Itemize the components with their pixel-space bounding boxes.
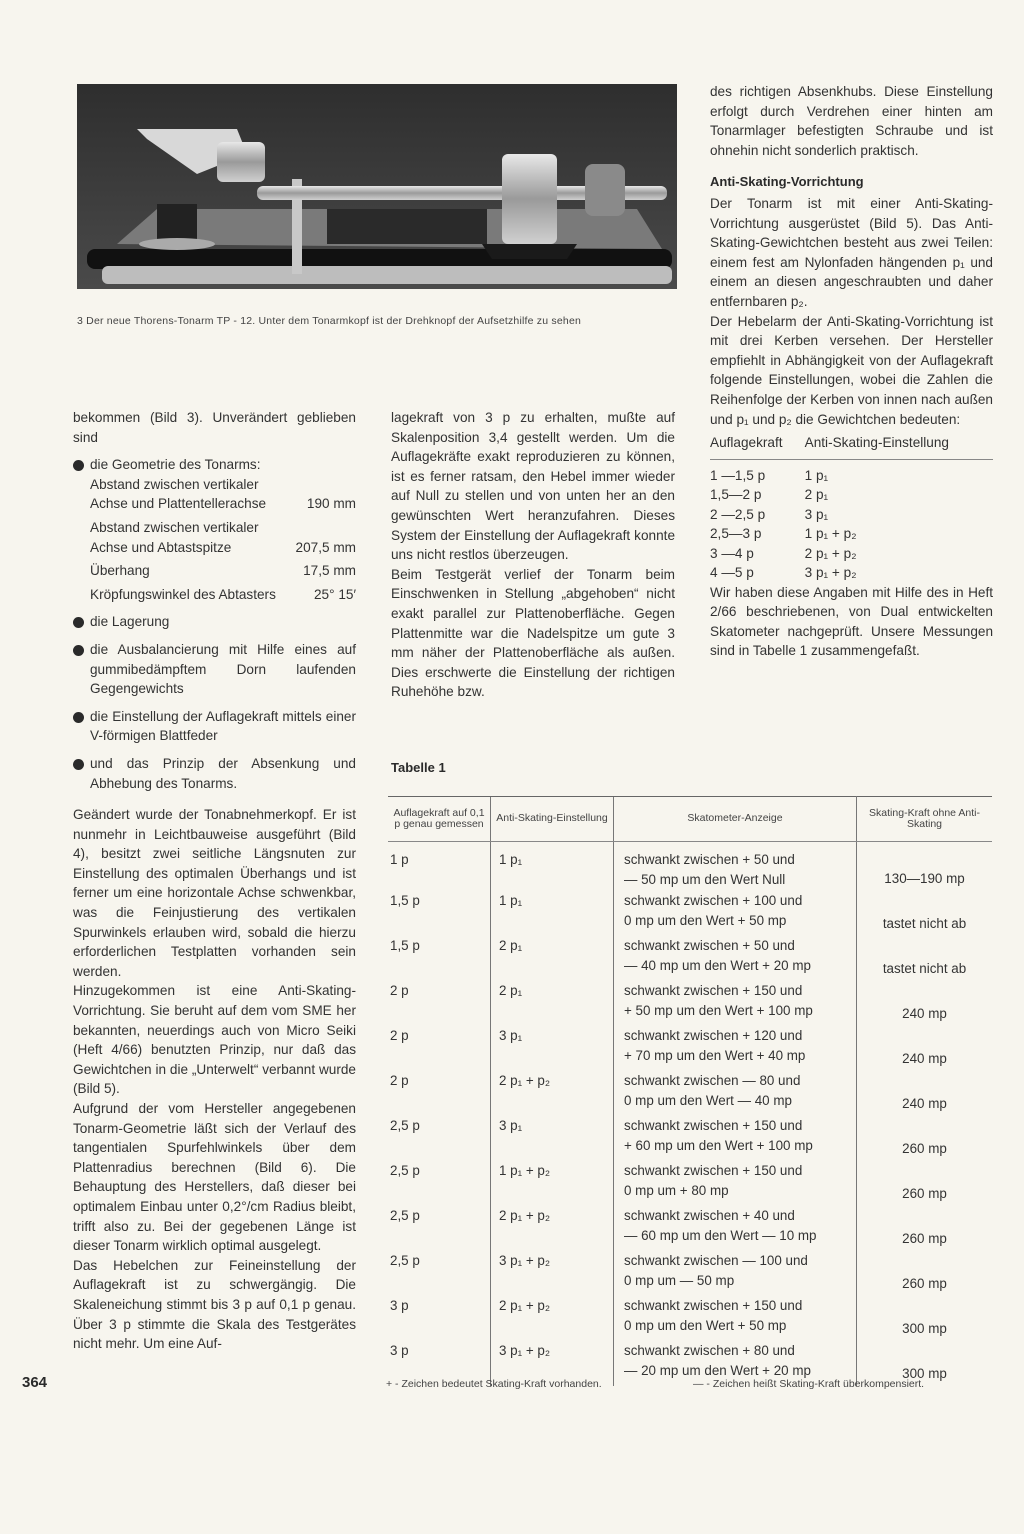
- cell-setting: 3 p₁: [491, 1026, 614, 1071]
- cell-reading: [614, 1026, 857, 1071]
- reading-line: 0 mp um den Wert + 50 mp: [624, 1317, 787, 1333]
- reading-line: + 50 mp um den Wert + 100 mp: [624, 1002, 813, 1018]
- spec-row: [73, 585, 356, 605]
- bullet-item: [73, 612, 356, 632]
- rec-header: Auflagekraft: [710, 431, 805, 459]
- reading-line: — 40 mp um den Wert + 20 mp: [624, 957, 811, 973]
- recommendation-table: [710, 431, 993, 583]
- rec-setting: 2 p₁: [804, 487, 829, 503]
- cell-reading: [614, 1116, 857, 1161]
- intro-text: bekommen (Bild 3). Unverändert geblieben sind: [73, 410, 356, 445]
- spec-value: 25° 15′: [313, 586, 356, 602]
- rec-row: [710, 563, 993, 583]
- cell-force: 1 p: [390, 852, 409, 867]
- cell-skating: 240 mp: [902, 1006, 947, 1022]
- bullet-geometry: [73, 455, 356, 475]
- cell-setting: 3 p₁ + p₂: [491, 1341, 614, 1386]
- rec-force: 3 —4 p: [710, 545, 754, 561]
- cell-force: 2,5 p: [390, 1208, 420, 1223]
- table-row: [388, 936, 992, 981]
- spec-value: 190 mm: [306, 496, 356, 512]
- bullet-icon: [73, 759, 84, 770]
- rec-row: [710, 505, 993, 525]
- cell-skating: 300 mp: [902, 1366, 947, 1382]
- cell-force: 2 p: [390, 1028, 409, 1043]
- bullet-text: die Einstellung der Auflagekraft mittels einer V-förmigen Blattfeder: [90, 708, 356, 744]
- cell-setting: 3 p₁: [491, 1116, 614, 1161]
- paragraph: Aufgrund der vom Hersteller angegebenen Tonarm-Geometrie läßt sich der Verlauf des tangentialen Spurfehlwinkels über dem Plattenradius berechnen (Bild 6). Die Behauptung des Herstellers, daß dieser bei optimalem Einbau unter 0,2°/cm Radius bleibt, trifft also zu. Bei der gegebenen Länge ist dieser Tonarm wirklich optimal ausgelegt.: [73, 1101, 356, 1254]
- cell-setting: 2 p₁: [491, 981, 614, 1026]
- reading-line: + 60 mp um den Wert + 100 mp: [624, 1137, 813, 1153]
- reading-line: schwankt zwischen + 50 und: [624, 938, 795, 953]
- reading-line: 0 mp um + 80 mp: [624, 1182, 729, 1198]
- reading-line: — 60 mp um den Wert — 10 mp: [624, 1227, 817, 1243]
- left-column: [73, 408, 356, 1354]
- cell-setting: 1 p₁ + p₂: [491, 1161, 614, 1206]
- cell-skating: tastet nicht ab: [882, 961, 967, 977]
- bullet-icon: [73, 645, 84, 656]
- tonearm-photo: [77, 84, 677, 289]
- reading-line: schwankt zwischen + 50 und: [624, 852, 795, 867]
- spec-label: Achse und Abtastspitze: [90, 539, 232, 555]
- table-row: [388, 1026, 992, 1071]
- bullet-icon: [73, 617, 84, 628]
- reading-line: — 50 mp um den Wert Null: [624, 871, 786, 887]
- table-title: Tabelle 1: [391, 760, 446, 775]
- cell-setting: 1 p₁: [491, 842, 614, 892]
- reading-line: schwankt zwischen + 120 und: [624, 1028, 803, 1043]
- cell-force: 2,5 p: [390, 1253, 420, 1268]
- paragraph: Das Hebelchen zur Feineinstellung der Auflagekraft ist zu schwergängig. Die Skaleneichung stimmt bis 3 p auf 0,1 p genau. Über 3 p stimmte die Skala des Testgerätes nicht mehr. Um eine Auf-: [73, 1257, 356, 1352]
- spec-label: Achse und Plattentellerachse: [90, 496, 267, 512]
- cell-force: 3 p: [390, 1298, 409, 1313]
- cell-setting: 1 p₁: [491, 891, 614, 936]
- spec-label: Kröpfungswinkel des Abtasters: [90, 586, 276, 602]
- table-row: [388, 891, 992, 936]
- column-header: Skating-Kraft ohne Anti-Skating: [857, 797, 993, 842]
- paragraph: Beim Testgerät verlief der Tonarm beim Einschwenken in Stellung „abgehoben“ nicht exakt parallel zur Plattenoberfläche. Gegen Plattenmitte war die Nadelspitze um gute 3 mm näher der Plattenoberfläche als außen. Dies erschwerte die Einstellung der richtigen Ruhehöhe bzw.: [391, 566, 675, 700]
- table-row: [388, 1296, 992, 1341]
- bullet-item: [73, 754, 356, 793]
- cell-reading: [614, 1251, 857, 1296]
- cell-force: 1,5 p: [390, 938, 420, 953]
- table-row: [388, 1161, 992, 1206]
- cell-reading: [614, 1296, 857, 1341]
- column-header: Auflagekraft auf 0,1 p genau gemessen: [388, 797, 491, 842]
- paragraph: des richtigen Absenkhubs. Diese Einstellung erfolgt durch Verdrehen einer hinten am Tonarmlager befestigten Schraube und ist ohnehin nicht sonderlich praktisch.: [710, 84, 993, 158]
- rec-setting: 1 p₁: [804, 467, 829, 483]
- right-column: [710, 82, 993, 661]
- cell-skating: 260 mp: [902, 1141, 947, 1157]
- cell-setting: 2 p₁: [491, 936, 614, 981]
- rec-setting: 2 p₁ + p₂: [804, 545, 857, 561]
- cell-reading: [614, 981, 857, 1026]
- figure-caption: 3 Der neue Thorens-Tonarm TP - 12. Unter dem Tonarmkopf ist der Drehknopf der Aufsetzhilfe zu sehen: [77, 315, 582, 327]
- spec-line1: Abstand zwischen vertikaler: [90, 519, 259, 535]
- middle-column: [391, 408, 675, 702]
- spec-row: [73, 494, 356, 514]
- cell-skating: 300 mp: [902, 1321, 947, 1337]
- rec-header: Anti-Skating-Einstellung: [805, 431, 993, 459]
- paragraph: Der Hebelarm der Anti-Skating-Vorrichtung ist mit drei Kerben versehen. Der Hersteller empfiehlt in Abhängigkeit von der Auflagekraft folgende Einstellungen, wobei die Zahlen die Reihenfolge der Kerben von innen nach außen und p₁ und p₂ die Gewichtchen bedeuten:: [710, 313, 993, 427]
- cell-skating: 240 mp: [902, 1051, 947, 1067]
- cell-reading: [614, 1161, 857, 1206]
- page-number: 364: [22, 1374, 48, 1391]
- reading-line: + 70 mp um den Wert + 40 mp: [624, 1047, 806, 1063]
- section-heading: Anti-Skating-Vorrichtung: [710, 174, 864, 190]
- rec-setting: 1 p₁ + p₂: [804, 526, 857, 542]
- cell-skating: 260 mp: [902, 1231, 947, 1247]
- rec-setting: 3 p₁: [804, 506, 829, 522]
- reading-line: schwankt zwischen + 40 und: [624, 1208, 795, 1223]
- paragraph: lagekraft von 3 p zu erhalten, mußte auf Skalenposition 3,4 gestellt werden. Um die Auflagekräfte exakt reproduzieren zu können, ist es ferner ratsam, den Hebel immer wieder auf Null zu stellen und von unten her an den gewünschten Wert heranzufahren. Dieses System der Einstellung der Auflagekraft konnte uns nicht restlos überzeugen.: [391, 410, 675, 563]
- cell-reading: [614, 936, 857, 981]
- cell-reading: [614, 891, 857, 936]
- cell-setting: 2 p₁ + p₂: [491, 1206, 614, 1251]
- tonearm-illustration: [77, 84, 677, 289]
- cell-skating: tastet nicht ab: [882, 916, 967, 932]
- bullet-icon: [73, 460, 84, 471]
- reading-line: 0 mp um den Wert + 50 mp: [624, 912, 787, 928]
- cell-setting: 2 p₁ + p₂: [491, 1296, 614, 1341]
- cell-skating: 260 mp: [902, 1276, 947, 1292]
- rec-force: 4 —5 p: [710, 565, 754, 581]
- bullet-item: [73, 640, 356, 699]
- cell-force: 2,5 p: [390, 1163, 420, 1178]
- bullet-icon: [73, 712, 84, 723]
- cell-force: 2,5 p: [390, 1118, 420, 1133]
- paragraph: Geändert wurde der Tonabnehmerkopf. Er ist nunmehr in Leichtbauweise ausgeführt (Bild 4), besitzt zwei seitliche Längsnuten zur Einstellung des optimalen Überhangs und ist ferner um eine horizontale Achse schwenkbar, was die Feinjustierung des vertikalen Spurwinkels erlauben wird, sobald die hierzu erforderlichen Testplatten vorhanden sein werden.: [73, 807, 356, 979]
- paragraph: Wir haben diese Angaben mit Hilfe des in Heft 2/66 beschriebenen, von Dual entwickelten Skatometer nachgeprüft. Unsere Messungen sind in Tabelle 1 zusammengefaßt.: [710, 584, 993, 659]
- reading-line: schwankt zwischen — 80 und: [624, 1073, 801, 1088]
- bullet-text: die Lagerung: [90, 614, 170, 630]
- cell-skating: 130—190 mp: [884, 871, 965, 887]
- bullet-item: [73, 707, 356, 746]
- bullet-text: die Geometrie des Tonarms:: [90, 457, 261, 473]
- rec-row: [710, 485, 993, 505]
- cell-reading: [614, 1206, 857, 1251]
- rec-row: [710, 524, 993, 544]
- reading-line: schwankt zwischen + 100 und: [624, 893, 803, 908]
- rec-setting: 3 p₁ + p₂: [804, 565, 857, 581]
- spec-row: [73, 561, 356, 581]
- rec-force: 2 —2,5 p: [710, 506, 766, 522]
- rec-row: [710, 544, 993, 564]
- table-row: [388, 1071, 992, 1116]
- bullet-text: die Ausbalancierung mit Hilfe eines auf gummibedämpftem Dorn laufenden Gegengewichts: [90, 641, 356, 697]
- column-header: Skatometer-Anzeige: [614, 797, 857, 842]
- spec-row: [73, 538, 356, 558]
- paragraph: Der Tonarm ist mit einer Anti-Skating-Vorrichtung ausgerüstet (Bild 5). Das Anti-Skating-Gewichtchen besteht aus zwei Teilen: einem fest am Nylonfaden hängenden p₁ und einem an diesen angeschraubten und daher entfernbaren p₂.: [710, 195, 993, 309]
- table-row: [388, 842, 992, 892]
- cell-force: 2 p: [390, 983, 409, 998]
- reading-line: — 20 mp um den Wert + 20 mp: [624, 1362, 811, 1378]
- footnote-plus: + - Zeichen bedeutet Skating-Kraft vorhanden.: [386, 1378, 602, 1390]
- measurement-table: [388, 796, 992, 1386]
- reading-line: schwankt zwischen — 100 und: [624, 1253, 808, 1268]
- reading-line: schwankt zwischen + 150 und: [624, 1298, 803, 1313]
- spec-value: 207,5 mm: [295, 539, 356, 555]
- table-row: [388, 1251, 992, 1296]
- rec-force: 1 —1,5 p: [710, 467, 766, 483]
- reading-line: schwankt zwischen + 80 und: [624, 1343, 795, 1358]
- table-row: [388, 1206, 992, 1251]
- cell-force: 1,5 p: [390, 893, 420, 908]
- column-header: Anti-Skating-Einstellung: [491, 797, 614, 842]
- reading-line: schwankt zwischen + 150 und: [624, 983, 803, 998]
- rec-force: 2,5—3 p: [710, 526, 762, 542]
- cell-reading: [614, 1071, 857, 1116]
- table-row: [388, 981, 992, 1026]
- cell-setting: 2 p₁ + p₂: [491, 1071, 614, 1116]
- cell-skating: 260 mp: [902, 1186, 947, 1202]
- table-body: [388, 842, 992, 1387]
- cell-reading: [614, 842, 857, 892]
- cell-skating: 240 mp: [902, 1096, 947, 1112]
- reading-line: schwankt zwischen + 150 und: [624, 1163, 803, 1178]
- reading-line: 0 mp um den Wert — 40 mp: [624, 1092, 792, 1108]
- cell-setting: 3 p₁ + p₂: [491, 1251, 614, 1296]
- spec-line1: Abstand zwischen vertikaler: [90, 476, 259, 492]
- spec-value: 17,5 mm: [303, 563, 356, 579]
- reading-line: 0 mp um — 50 mp: [624, 1272, 735, 1288]
- rec-row: [710, 459, 993, 485]
- cell-force: 3 p: [390, 1343, 409, 1358]
- table-row: [388, 1116, 992, 1161]
- cell-force: 2 p: [390, 1073, 409, 1088]
- rec-force: 1,5—2 p: [710, 487, 762, 503]
- reading-line: schwankt zwischen + 150 und: [624, 1118, 803, 1133]
- spec-label: Überhang: [90, 563, 150, 579]
- bullet-text: und das Prinzip der Absenkung und Abhebung des Tonarms.: [90, 755, 356, 791]
- footnote-minus: — - Zeichen heißt Skating-Kraft überkompensiert.: [693, 1378, 925, 1390]
- paragraph: Hinzugekommen ist eine Anti-Skating-Vorrichtung. Sie beruht auf dem vom SME her bekannten, neuerdings auch von Micro Seiki (Heft 4/66) benutzten Prinzip, nur daß das Gewichtchen in die „Unterwelt“ verbannt wurde (Bild 5).: [73, 983, 356, 1097]
